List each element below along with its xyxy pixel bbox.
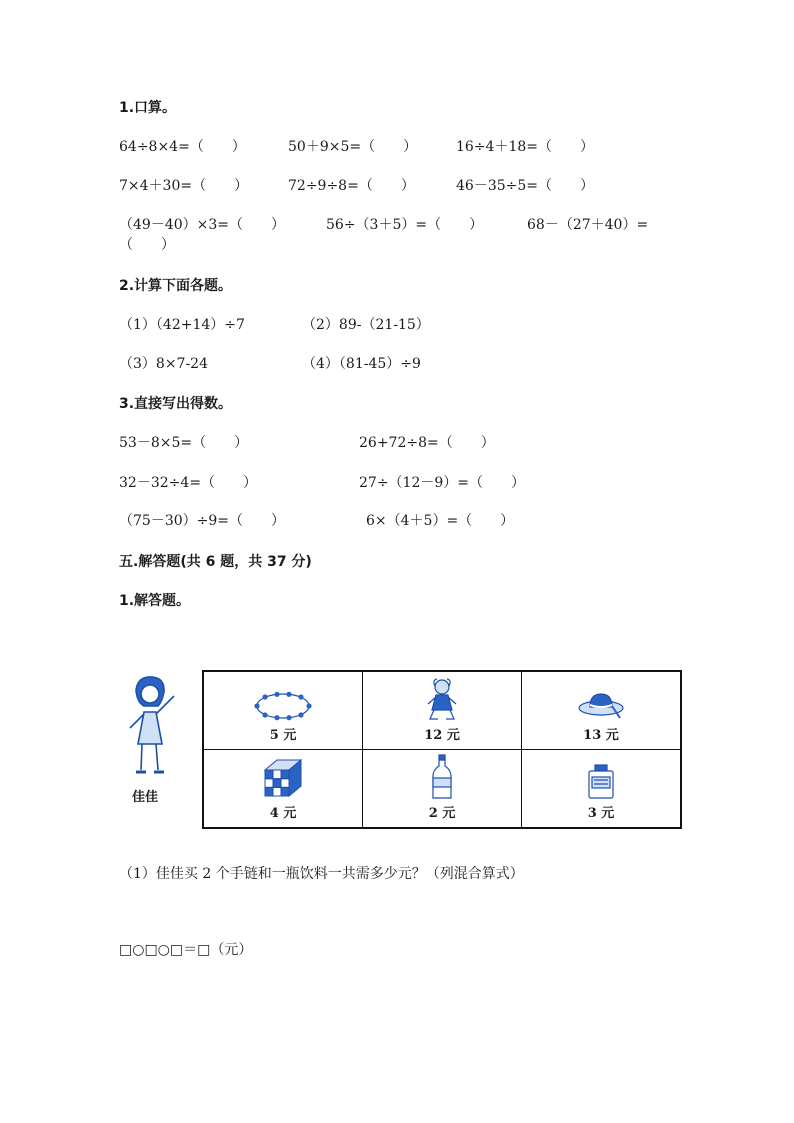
calc-item-3: （3）8×7-24 (119, 356, 208, 372)
oral-calc-1: 64÷8×4=（ ） (119, 139, 246, 155)
goods-cell-doll (363, 671, 522, 750)
direct-calc-5: （75－30）÷9=（ ） (119, 513, 285, 529)
section-3-title: 3.直接写出得数。 (119, 396, 233, 412)
oral-calc-2: 50＋9×5=（ ） (288, 139, 418, 155)
oral-calc-3: 16÷4＋18=（ ） (456, 139, 594, 155)
doll-icon (422, 678, 462, 722)
section-2-title: 2.计算下面各题。 (119, 278, 233, 294)
direct-calc-6: 6×（4＋5）=（ ） (366, 513, 515, 529)
goods-cell-hat (521, 671, 681, 750)
direct-calc-1: 53－8×5=（ ） (119, 435, 249, 451)
bracelet-icon (253, 690, 313, 722)
oral-calc-7: （49－40）×3=（ ） (119, 217, 285, 233)
direct-calc-3: 32－32÷4=（ ） (119, 475, 257, 491)
price-doll: 12 元 (424, 728, 460, 743)
oral-calc-5: 72÷9÷8=（ ） (288, 178, 415, 194)
goods-cell-cube (203, 750, 363, 829)
goods-cell-jar (521, 750, 681, 829)
answer-template: □○□○□＝□（元） (119, 942, 253, 958)
hat-icon (576, 690, 626, 722)
oral-calc-8: 56÷（3＋5）=（ ） (326, 217, 484, 233)
goods-cell-bottle (363, 750, 522, 829)
girl-name: 佳佳 (132, 790, 159, 805)
price-jar: 3 元 (587, 806, 615, 821)
goods-cell-bracelet (203, 671, 363, 750)
price-bracelet: 5 元 (269, 728, 297, 743)
bottle-icon (430, 754, 454, 800)
calc-item-4: （4）（81-45）÷9 (302, 356, 421, 372)
question-1-1: （1）佳佳买 2 个手链和一瓶饮料一共需多少元？（列混合算式） (119, 866, 524, 882)
direct-calc-4: 27÷（12－9）=（ ） (359, 475, 525, 491)
calc-item-2: （2）89-（21-15） (302, 317, 430, 333)
oral-calc-9: 68－（27＋40）= (527, 217, 649, 233)
goods-price-table (202, 670, 682, 829)
cube-icon (261, 756, 305, 800)
price-cube: 4 元 (269, 806, 297, 821)
girl-illustration (118, 672, 184, 784)
oral-calc-9-wrap: （ ） (119, 237, 175, 253)
price-hat: 13 元 (583, 728, 619, 743)
oral-calc-4: 7×4＋30=（ ） (119, 178, 249, 194)
calc-item-1: （1）（42+14）÷7 (119, 317, 245, 333)
price-bottle: 2 元 (428, 806, 456, 821)
jar-icon (586, 764, 616, 800)
section-1-title: 1.口算。 (119, 100, 177, 116)
part-5-title: 五.解答题(共 6 题，共 37 分) (119, 554, 312, 570)
oral-calc-6: 46－35÷5=（ ） (456, 178, 594, 194)
direct-calc-2: 26+72÷8=（ ） (359, 435, 495, 451)
question-1-title: 1.解答题。 (119, 593, 191, 609)
